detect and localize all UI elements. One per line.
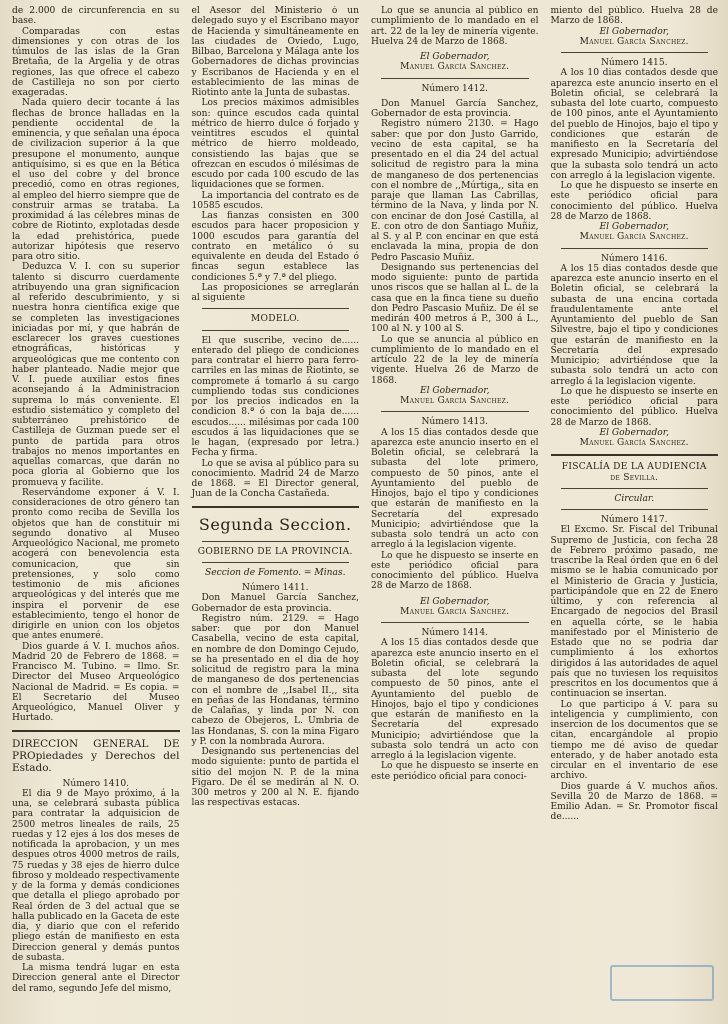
paragraph: Dios guarde á V. I. muchos años. Madrid 20 de Febrero de 1868. = Francisco M. Tubino. = Ilmo. Sr. Director del Museo Arqueológico Nacional de Madrid. = Es copia. = El Secretario del Museo Arqueológico, Manuel Oliver y Hurtado. xyxy=(12,641,180,724)
paragraph: Lo que se anuncia al público en cumplimiento de lo mandado en el art. 22 de la ley de minería vigente. Huelva 24 de Marzo de 1868. xyxy=(371,6,539,47)
divider xyxy=(202,330,350,331)
divider xyxy=(192,506,360,508)
paragraph: El que suscribe, vecino de...... enterado del pliego de condiciones para contratar el hierro para ferro-carriles en las minas de Riotinto, se compromete á tomarlo á su cargo cumpliendo todas sus condiciones por los precios indicados en la condicion 8.ª ó con la baja de...... escudos...... milésimas por cada 100 escudos á las liquidaciones que se le hagan, (expresado por letra.) Fecha y firma. xyxy=(191,335,359,459)
paragraph: Comparadas con estas dimensiones y con otras de los túmulos de las islas de la Gran Bretaña, de la Argelia y de otras regiones, las que ofrece el cabezo de Castilleja no son por cierto exageradas. xyxy=(12,26,180,98)
column-4 xyxy=(547,6,723,1024)
paragraph: La misma tendrá lugar en esta Direccion general ante el Director del ramo, segundo Jefe del mismo, xyxy=(12,963,180,994)
divider xyxy=(381,78,529,79)
notice-number: Número 1417. xyxy=(600,515,668,525)
paragraph: de 2.000 de circunferencia en su base. xyxy=(12,6,180,27)
column-1 xyxy=(8,6,184,1024)
divider xyxy=(381,622,529,623)
signature-name: Manuel García Sanchez. xyxy=(579,36,689,47)
paragraph: A los 15 dias contados desde que aparezca este anuncio inserto en el Boletin oficial, se celebrará la subasta del lote segundo compuesto de 50 pinos, ante el Ayuntamiento del pueblo de Hinojos, bajo el tipo y condiciones que estarán de manifiesto en la Secretaría del expresado Municipio; advirtiéndose que la subasta solo tendrá un acto con arreglo á la legislacion vigente. xyxy=(371,638,539,761)
paragraph: Lo que he dispuesto se inserte en este periódico oficial para conocimiento del público. Huelva 28 de Marzo de 1868. xyxy=(550,386,718,428)
signature-title: El Gobernador, xyxy=(419,52,490,62)
signature-title: El Gobernador, xyxy=(599,26,670,37)
paragraph: Nada quiero decir tocante á las flechas de bronce halladas en la pendiente occidental de la eminencia, y que señalan una época de civilizacion superior á la que presupone el monumento, aunque antiquísimo, si es que en la Bética el uso del cobre y del bronce precedió, como en otras regiones, al empleo del hierro siempre que de construir armas se trataba. La proximidad á las célebres minas de cobre de Riotinto, explotadas desde la edad prehistórica, puede autorizar hipótesis que reservo para otro sitio. xyxy=(12,98,180,262)
paragraph: Reservándome exponer á V. I. consideraciones de otro género tan pronto como reciba de Sevilla los objetos que han de constituir mi segundo donativo al Museo Arqueológico Nacional, me prometo acogerá con benevolencia esta comunicacion, que sin pretensiones, y solo como testimonio de mis aficiones arqueológicas y del interés que me inspira el porvenir de ese establecimiento, tengo el honor de dirigirle en union con los objetos que antes enumeré. xyxy=(12,487,180,642)
signature-title: El Gobernador, xyxy=(599,427,670,438)
signature-name: Manuel García Sanchez. xyxy=(400,606,510,617)
paragraph: Registro núm. 2129. = Hago saber: que por don Manuel Casabella, vecino de esta capital, en nombre de don Domingo Cejudo, se ha presentado en el dia de hoy solicitud de registro para la mina de manganeso de dos pertenencias con el nombre de ,,Isabel II.,, sita en peñas de las Hondanas, término de Calañas, y linda por N. con cabezo de Obejeros, L. Umbria de las Hondanas, S. con la mina Figaro y P. con la nombrada Aurora. xyxy=(191,613,359,747)
paragraph: Don Manuel García Sanchez, Gobernador de esta provincia. xyxy=(191,593,359,614)
fiscalia-subheading: de Sevilla. xyxy=(610,472,659,483)
circular-heading: Circular. xyxy=(614,493,655,504)
paragraph: Designando sus pertenencias del modo siguiente: punto de partida unos riscos que se hallan al L. de la casa que en la finca tiene su dueño don Pedro Pascasio Muñiz. De él se medirán 400 metros á P., 300 á L., 100 al N. y 100 al S. xyxy=(371,262,539,335)
notice-number: Número 1414. xyxy=(421,628,489,638)
notice-number: Número 1412. xyxy=(421,83,489,94)
paragraph: Lo que participo á V. para su inteligencia y cumplimiento, con insercion de los documentos que se citan, encargándole al propio tiempo me dé aviso de quedar enterado, y de haber anotado esta circular en el inventario de ese archivo. xyxy=(550,699,718,782)
column-2 xyxy=(188,6,364,1024)
paragraph: Las fianzas consisten en 300 escudos para hacer proposicion y 1000 escudos para garantía del contrato en metálico ó su equivalente en deuda del Estado ó fincas segun establece las condiciones 5.ª y 7.ª del pliego. xyxy=(191,211,359,283)
paragraph: A los 15 dias contados desde que aparezca este anuncio inserto en el Boletin oficial, se celebrará la subasta de una encina cortada fraudulentamente ante el Ayuntamiento del pueblo de San Silvestre, bajo el tipo y condiciones que estarán de manifiesto en la Secretaría del expresado Municipio; advirtiéndose que la subasta solo tendrá un acto con arreglo á la legislacion vigente. xyxy=(550,263,718,387)
paragraph: Lo que he dispuesto se inserte en este periódico oficial para conoci- xyxy=(371,761,539,782)
paragraph: A los 10 dias contados desde que aparezca este anuncio inserto en el Boletin oficial, se celebrará la subasta del lote cuarto, compuesto de 100 pinos, ante el Ayuntamiento del pueblo de Hinojos, bajo el tipo y condiciones que estarán de manifiesto en la Secretaría del expresado Municipio; advirtiéndose que la subasta solo tendrá un acto con arreglo á la legislacion vigente. xyxy=(550,68,718,181)
paragraph: Las proposiciones se arreglarán al siguiente xyxy=(191,282,359,303)
paragraph: Designando sus pertenencias del modo siguiente: punto de partida el sitio del mojon N. P. de la mina Figaro. De él se medirán al N. O. 300 metros y 200 al N. E. fijando las respectivas estacas. xyxy=(191,747,359,809)
paragraph: Deduzca V. I. con su superior talento si discurro cuerdamente atribuyendo una gran significacion al referido descubrimiento, y si nuestra honra científica exige que se completen las investigaciones iniciadas por mí, y que habrán de esclarecer los graves cuestiones etnográficas, históricas y arqueológicas que me contento con haber planteado. Nadie mejor que V. I. puede auxiliar estos fines aconsejando á la Administracion suprema lo más conveniente. El estudio sistemático y completo del subterráneo prehistórico de Castilleja de Guzman puede ser el punto de partida para otros trabajos no menos importantes en aquellas comarcas, que darán no poca gloria al Gobierno que los promueva y facilite. xyxy=(12,262,180,488)
notice-number: Número 1416. xyxy=(600,253,668,264)
signature-name: Manuel García Sanchez. xyxy=(579,438,689,448)
signature-title: El Gobernador, xyxy=(599,222,670,232)
paragraph: Don Manuel García Sanchez, Gobernador de esta provincia. xyxy=(371,98,539,119)
paragraph: La importancia del contrato es de 10585 escudos. xyxy=(191,190,359,211)
signature-title: El Gobernador, xyxy=(419,385,490,396)
notice-number: Número 1410. xyxy=(62,778,130,789)
paragraph: Lo que he dispuesto se inserte en este periódico oficial para conocimiento del público. Huelva 28 de Marzo de 1868. xyxy=(371,550,539,592)
fiscalia-heading: FISCALÍA DE LA AUDIENCIA xyxy=(561,462,707,473)
divider xyxy=(12,730,180,732)
signature-title: El Gobernador, xyxy=(419,596,490,607)
paragraph: A los 15 dias contados desde que aparezca este anuncio inserto en el Boletin oficial, se celebrará la subasta del lote primero, compuesto de 50 pinos, ante el Ayuntamiento del pueblo de Hinojos, bajo el tipo y condiciones que estarán de manifiesto en la Secretaría del expresado Municipio; advirtiéndose que la subasta solo tendrá un acto con arreglo á la legislacion vigente. xyxy=(371,427,539,551)
notice-number: Número 1415. xyxy=(600,58,668,68)
divider xyxy=(381,411,529,412)
subsection-heading: Seccion de Fomento. = Minas. xyxy=(205,567,346,578)
notice-number: Número 1413. xyxy=(421,417,489,428)
paragraph: Lo que se anuncia al público en cumplimiento de lo mandado en el artículo 22 de la ley de minería vigente. Huelva 26 de Marzo de 1868. xyxy=(371,334,539,386)
divider xyxy=(551,454,719,456)
government-heading: GOBIERNO DE LA PROVINCIA. xyxy=(197,546,353,557)
paragraph: El dia 9 de Mayo próximo, á la una, se celebrará subasta pública para contratar la adquisicion de 2500 metros lineales de rails, 25 ruedas y 12 ejes á los dos meses de notificada la aprobacion, y un mes despues otros 4000 metros de rails, 75 ruedas y 38 ejes de hierro dulce fibroso y moldeado respectivamente y de la forma y demás condiciones que detalla el pliego aprobado por Real órden de 3 del actual que se halla publicado en la Gaceta de este dia, y diario que con el referido pliego están de manifiesto en esta Direccion general y demás puntos de subasta. xyxy=(12,788,180,963)
notice-number: Número 1411. xyxy=(241,583,309,593)
paragraph: miento del público. Huelva 28 de Marzo de 1868. xyxy=(550,6,718,27)
signature-name: Manuel García Sanchez. xyxy=(400,62,510,73)
paragraph: Dios guarde á V. muchos años. Sevilla 20 de Marzo de 1868. = Emilio Adan. = Sr. Promotor fiscal de...... xyxy=(550,781,718,823)
divider xyxy=(561,509,709,510)
paragraph: Registro número 2130. = Hago saber: que por don Justo Garrido, vecino de esta capital, se ha presentado en el dia 24 del actual solicitud de registro para la mina de manganeso de dos pertenencias con el nombre de ,,Múrtiga,, sita en paraje que llaman Las Cabrillas, término de la Nava, y linda por N. con encinar de don José Castilla, al E. con otro de don Santiago Muñiz, al S. y al P. con encinar en que está enclavada la mina, propia de don Pedro Pascasio Muñiz. xyxy=(371,119,539,263)
divider xyxy=(202,541,350,542)
section-heading: DIRECCION GENERAL DE PROpiedades y Derechos del Estado. xyxy=(12,737,180,774)
paragraph: El Excmo. Sr. Fiscal del Tribunal Supremo de Justicia, con fecha 28 de Febrero próximo pasado, me trascribe la Real órden que en 6 del mismo se le habia comunicado por el Ministerio de Gracia y Justicia, participándole que en 22 de Enero último, y con referencia al Encargado de negocios del Brasil en aquella córte, se le habia manifestado por el Ministerio de Estado que no se podria dar cumplimiento á los exhortos dirigidos á las autoridades de aquel país que no tuviesen los requisitos prescritos en los documentos que á continuacion se insertan. xyxy=(550,525,718,700)
divider xyxy=(561,248,709,249)
paragraph: Lo que se avisa al público para su conocimiento. Madrid 24 de Marzo de 1868. = El Director general, Juan de la Concha Castañeda. xyxy=(191,458,359,500)
column-3 xyxy=(367,6,543,1024)
paragraph: Lo que he dispuesto se inserte en este periódico oficial para conocimiento del público. Huelva 28 de Marzo de 1868. xyxy=(550,181,718,222)
library-stamp xyxy=(610,965,714,1001)
signature-name: Manuel García Sanchez. xyxy=(579,232,689,243)
section-title: Segunda Seccion. xyxy=(198,514,352,534)
signature-name: Manuel García Sanchez. xyxy=(400,396,510,406)
divider xyxy=(202,308,350,309)
divider xyxy=(202,562,350,563)
divider xyxy=(561,488,709,489)
paragraph: Los precios máximos admisibles son: quince escudos cada quintal métrico de hierro dulce ó forjado y veintitres escudos el quintal métrico de hierro moldeado, consistiendo las bajas que se ofrezcan en escudos ó milésimas de escudo por cada 100 escudo de las liquidaciones que se formen. xyxy=(191,98,359,191)
modelo-heading: MODELO. xyxy=(250,314,300,325)
paragraph: el Asesor del Ministerio ó un delegado suyo y el Escribano mayor de Hacienda y simultáneamente en las ciudades de Oviedo, Lugo, Bilbao, Barcelona y Málaga ante los Gobernadores de dichas provincias y Escribanos de Hacienda y en el establecimiento de las minas de Riotinto ante la Junta de subastas. xyxy=(191,6,359,98)
divider xyxy=(561,52,709,53)
